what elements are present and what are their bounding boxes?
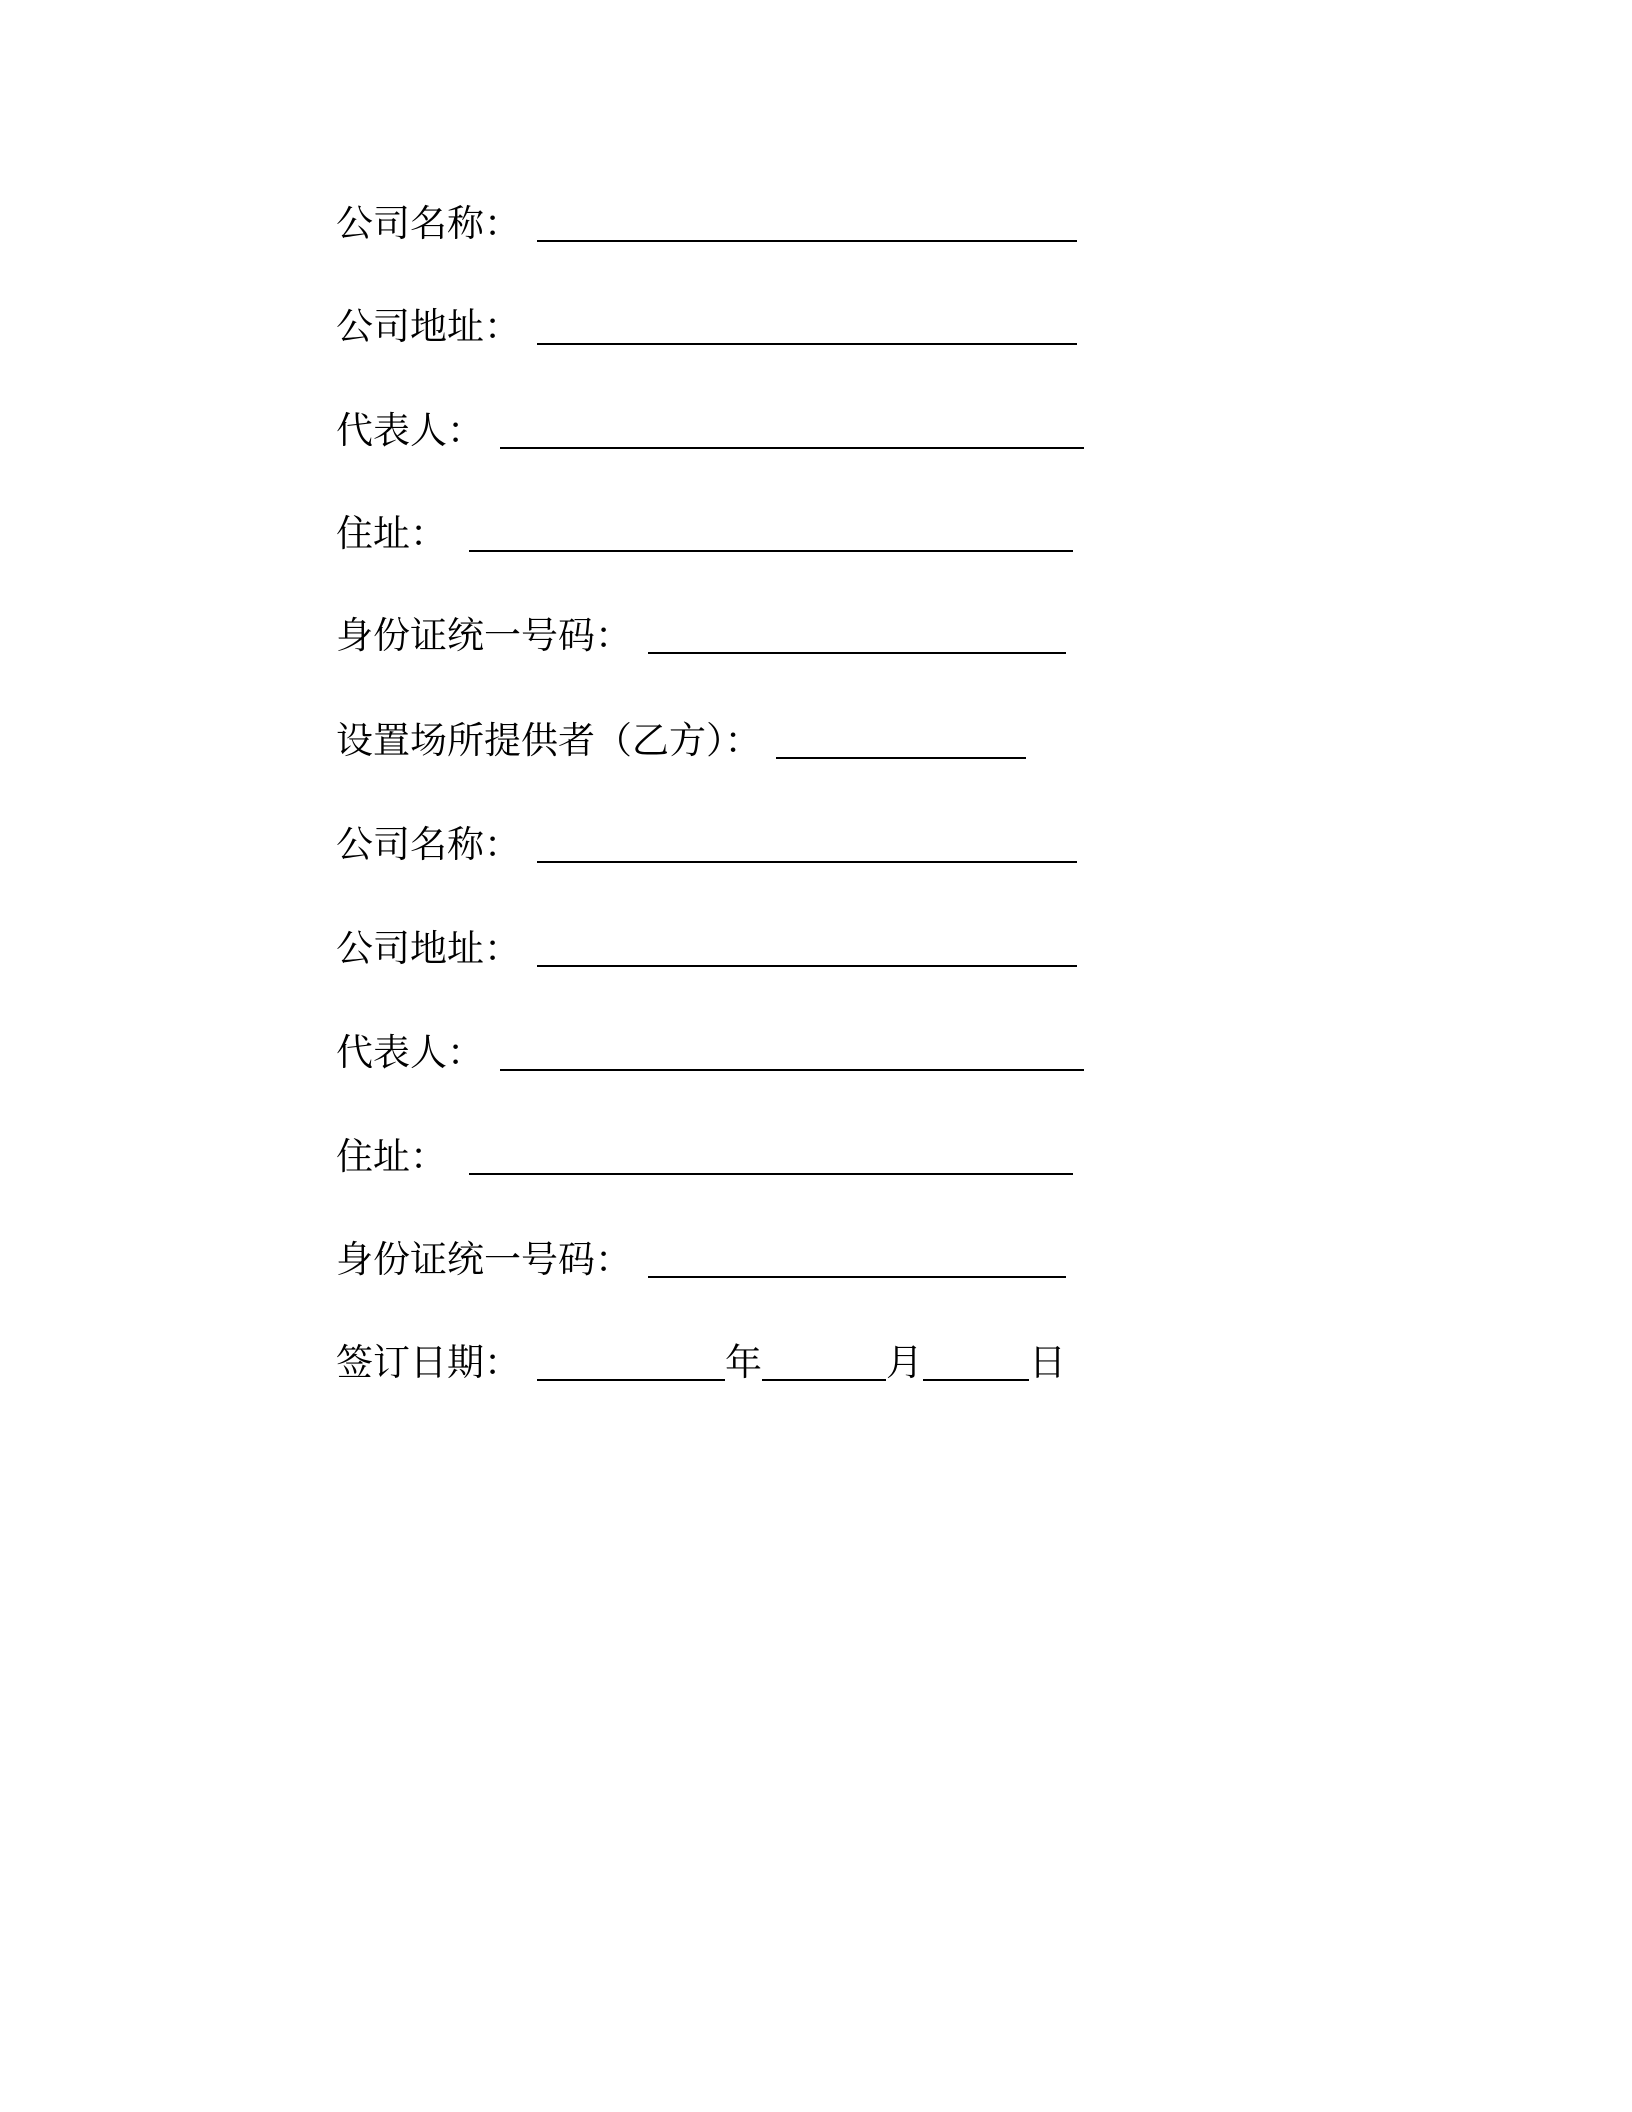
- party-b-id-number-label: 身份证统一号码：: [336, 1238, 632, 1281]
- party-a-company-address-blank[interactable]: [537, 343, 1077, 345]
- signing-month-text: 月: [886, 1341, 923, 1384]
- party-a-representative-label: 代表人：: [336, 409, 484, 452]
- party-a-residence-label: 住址：: [336, 512, 447, 555]
- party-b-company-address-blank[interactable]: [537, 965, 1077, 967]
- party-b-company-name-blank[interactable]: [537, 861, 1077, 863]
- party-a-representative-line: [336, 403, 1084, 459]
- party-a-company-name-label: 公司名称：: [336, 202, 521, 245]
- party-a-company-address-label: 公司地址：: [336, 305, 521, 348]
- signing-date-label: 签订日期：: [336, 1341, 521, 1384]
- party-b-id-number-blank[interactable]: [648, 1276, 1066, 1278]
- party-b-residence-blank[interactable]: [469, 1173, 1073, 1175]
- party-b-representative-label: 代表人：: [336, 1031, 484, 1074]
- party-b-heading-line: [336, 713, 1026, 769]
- party-b-residence-line: [336, 1129, 1073, 1185]
- party-b-residence-label: 住址：: [336, 1135, 447, 1178]
- party-b-representative-line: [336, 1025, 1084, 1081]
- party-b-company-address-line: [336, 921, 1077, 977]
- party-a-id-number-line: [336, 608, 1066, 664]
- party-b-company-address-label: 公司地址：: [336, 927, 521, 970]
- signing-day-text: 日: [1029, 1341, 1066, 1384]
- party-a-company-address-line: [336, 299, 1077, 355]
- party-b-representative-blank[interactable]: [500, 1069, 1084, 1071]
- party-a-company-name-line: [336, 196, 1077, 252]
- party-a-residence-blank[interactable]: [469, 550, 1073, 552]
- party-a-residence-line: [336, 506, 1073, 562]
- signing-month-blank[interactable]: [762, 1379, 886, 1381]
- party-b-heading-label: 设置场所提供者（乙方）：: [336, 719, 762, 762]
- signing-year-text: 年: [725, 1341, 762, 1384]
- signing-year-blank[interactable]: [537, 1379, 725, 1381]
- party-a-company-name-blank[interactable]: [537, 240, 1077, 242]
- party-b-company-name-line: [336, 817, 1077, 873]
- signing-day-blank[interactable]: [923, 1379, 1029, 1381]
- signing-date-line: [336, 1335, 1066, 1391]
- party-b-company-name-label: 公司名称：: [336, 823, 521, 866]
- party-a-id-number-label: 身份证统一号码：: [336, 614, 632, 657]
- party-a-representative-blank[interactable]: [500, 447, 1084, 449]
- party-b-id-number-line: [336, 1232, 1066, 1288]
- party-a-id-number-blank[interactable]: [648, 652, 1066, 654]
- party-b-heading-blank[interactable]: [776, 757, 1026, 759]
